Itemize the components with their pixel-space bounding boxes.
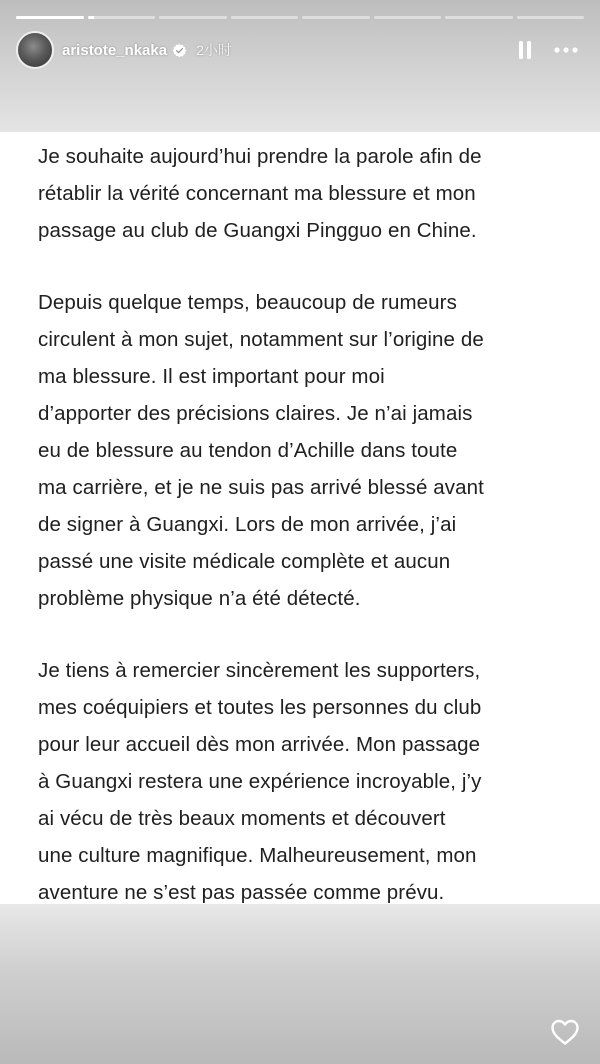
text-line: Depuis quelque temps, beaucoup de rumeurs [38, 291, 457, 314]
story-header [16, 30, 584, 70]
verified-badge-icon [172, 43, 187, 58]
paragraph-3 [38, 652, 583, 911]
text-line: d’apporter des précisions claires. Je n’ai jamais [38, 402, 473, 425]
pause-glyph [518, 41, 532, 59]
text-line: mes coéquipiers et toutes les personnes du club [38, 696, 482, 719]
text-line: rétablir la vérité concernant ma blessure et mon [38, 182, 476, 205]
text-line: de signer à Guangxi. Lors de mon arrivée, j’ai [38, 513, 457, 536]
text-line: aventure ne s’est pas passée comme prévu. [38, 881, 445, 904]
post-timestamp: 2小时 [196, 42, 232, 58]
text-line: pour leur accueil dès mon arrivée. Mon passage [38, 733, 481, 756]
progress-segment [517, 16, 585, 19]
paragraph-2 [38, 284, 583, 617]
username[interactable]: aristote_nkaka [62, 41, 168, 59]
paragraph-1 [38, 138, 583, 249]
text-line: une culture magnifique. Malheureusement, mon [38, 844, 477, 867]
progress-segment [159, 16, 227, 19]
progress-segment [231, 16, 299, 19]
text-line: Je souhaite aujourd’hui prendre la parole afin de [38, 145, 482, 168]
text-line: ma blessure. Il est important pour moi [38, 365, 385, 388]
text-line: à Guangxi restera une expérience incroyable, j’y [38, 770, 482, 793]
text-line: passé une visite médicale complète et aucun [38, 550, 451, 573]
text-line: eu de blessure au tendon d’Achille dans toute [38, 439, 458, 462]
text-line: ai vécu de très beaux moments et découvert [38, 807, 446, 830]
text-line: problème physique n’a été détecté. [38, 587, 361, 610]
heart-icon[interactable] [550, 1018, 580, 1046]
more-horizontal-icon [554, 47, 578, 53]
story-progress-bar [16, 16, 584, 19]
text-line: ma carrière, et je ne suis pas arrivé blessé avant [38, 476, 484, 499]
footer-background [0, 904, 600, 1064]
progress-segment [16, 16, 84, 19]
text-line: passage au club de Guangxi Pingguo en Chine. [38, 219, 477, 242]
text-line: Je tiens à remercier sincèrement les supporters, [38, 659, 481, 682]
avatar[interactable] [16, 31, 54, 69]
pause-icon[interactable] [514, 39, 536, 61]
progress-segment [374, 16, 442, 19]
text-line: circulent à mon sujet, notamment sur l’origine de [38, 328, 484, 351]
progress-segment [88, 16, 156, 19]
progress-segment [445, 16, 513, 19]
more-options-icon[interactable] [554, 39, 578, 61]
progress-segment [302, 16, 370, 19]
